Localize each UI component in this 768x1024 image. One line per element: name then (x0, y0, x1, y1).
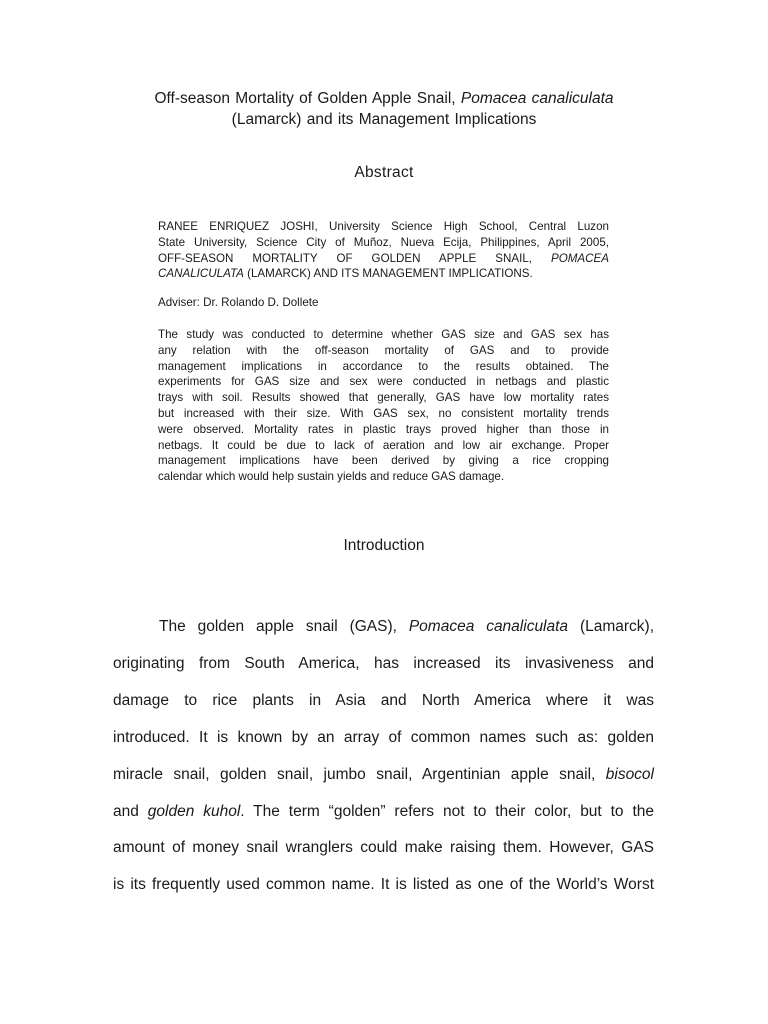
citation-line: OFF-SEASON MORTALITY OF GOLDEN APPLE SNAIL, POMACEA (158, 251, 609, 265)
paper-title (100, 88, 668, 130)
abstract-line: netbags. It could be due to lack of aeration and low air exchange. Proper (158, 438, 609, 452)
intro-line: The golden apple snail (GAS), Pomacea canaliculata (Lamarck), (159, 618, 655, 635)
citation-block (158, 219, 609, 282)
abstract-line: but increased with their size. With GAS sex, no consistent mortality trends (158, 406, 609, 420)
abstract-line: management implications in accordance to the results obtained. The (158, 359, 609, 373)
intro-line: is its frequently used common name. It is listed as one of the World’s Worst (113, 876, 654, 894)
citation-line: RANEE ENRIQUEZ JOSHI, University Science High School, Central Luzon (158, 220, 609, 233)
citation-line: State University, Science City of Muñoz, Nueva Ecija, Philippines, April 2005, (158, 235, 609, 249)
intro-line: and golden kuhol. The term “golden” refers not to their color, but to the (113, 802, 654, 820)
abstract-line: calendar which would help sustain yields and reduce GAS damage. (158, 470, 505, 484)
intro-line: damage to rice plants in Asia and North America where it was (113, 691, 654, 709)
introduction-body (113, 609, 654, 904)
intro-line: originating from South America, has increased its invasiveness and (113, 654, 654, 672)
adviser-line: Adviser: Dr. Rolando D. Dollete (158, 296, 319, 309)
introduction-heading: Introduction (343, 537, 425, 554)
title-line-2: (Lamarck) and its Management Implications (231, 111, 537, 128)
citation-line: CANALICULATA (LAMARCK) AND ITS MANAGEMENT IMPLICATIONS. (158, 267, 533, 281)
abstract-line: were observed. Mortality rates in plastic trays proved higher than those in (158, 422, 609, 436)
intro-line: introduced. It is known by an array of common names such as: golden (113, 728, 654, 746)
abstract-body (158, 327, 609, 485)
abstract-line: any relation with the off-season mortality of GAS and to provide (158, 343, 609, 357)
intro-line: amount of money snail wranglers could make raising them. However, GAS (113, 839, 654, 857)
abstract-line: The study was conducted to determine whether GAS size and GAS sex has (158, 328, 609, 341)
abstract-line: experiments for GAS size and sex were conducted in netbags and plastic (158, 375, 609, 389)
title-line-1: Off-season Mortality of Golden Apple Snail, Pomacea canaliculata (154, 90, 614, 107)
abstract-line: management implications have been derived by giving a rice cropping (158, 454, 609, 468)
species-name: Pomacea canaliculata (460, 90, 614, 107)
intro-line: miracle snail, golden snail, jumbo snail, Argentinian apple snail, bisocol (113, 765, 654, 783)
abstract-heading: Abstract (354, 164, 414, 181)
abstract-line: trays with soil. Results showed that generally, GAS have low mortality rates (158, 391, 609, 405)
